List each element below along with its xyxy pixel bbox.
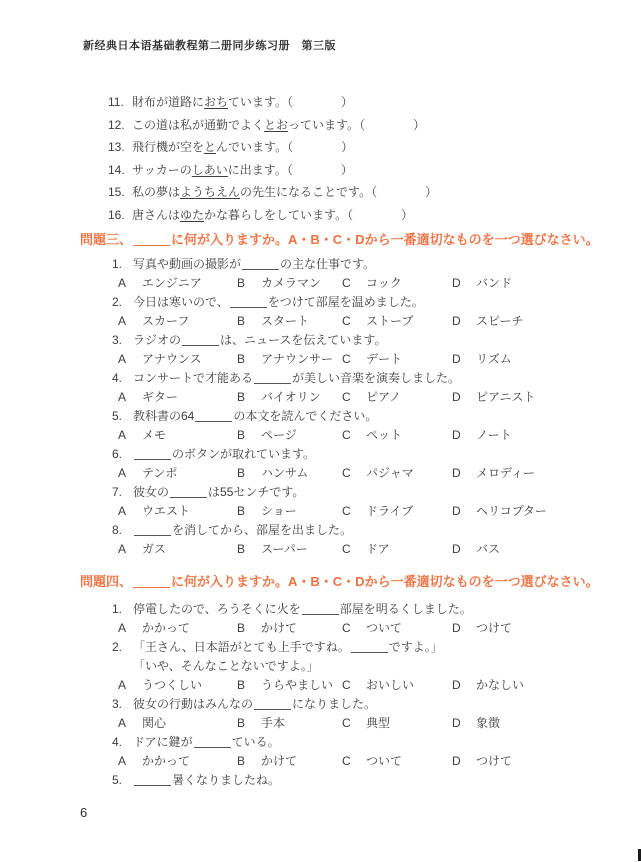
option-text: スーパー <box>261 542 308 556</box>
question-text: が美しい音楽を演奏しました。 <box>292 371 461 385</box>
option-letter: D <box>452 352 461 366</box>
question-stem <box>112 521 547 540</box>
question-11 <box>108 91 437 114</box>
option-text: ギター <box>142 390 178 404</box>
option-text: ドア <box>366 542 390 556</box>
question-stem <box>112 369 547 388</box>
question-12 <box>108 114 437 137</box>
option-letter: C <box>342 466 351 480</box>
option-c <box>342 274 452 293</box>
option-text: ページ <box>261 428 297 442</box>
option-letter: C <box>342 716 351 730</box>
question-text: ですよ。」 <box>388 640 443 654</box>
question-text: は、ニュースを伝えています。 <box>220 333 387 347</box>
underlined-kana: しあい <box>191 162 228 177</box>
option-text: カメラマン <box>261 276 322 290</box>
option-d <box>452 619 512 638</box>
question-stem <box>112 733 524 752</box>
blank-underline <box>195 408 232 422</box>
options-row <box>112 619 524 638</box>
option-text: ストーブ <box>366 314 414 328</box>
option-b <box>237 312 342 331</box>
option-text: ウエスト <box>142 504 191 518</box>
option-text: うらやましい <box>261 678 334 692</box>
blank-underline <box>133 232 170 246</box>
option-letter: D <box>452 314 461 328</box>
option-d <box>452 350 512 369</box>
option-a <box>118 540 237 559</box>
option-text: ピアノ <box>366 390 402 404</box>
blank-underline <box>182 332 219 346</box>
question-text: の先生になることです。（ ） <box>240 185 438 200</box>
question-14 <box>108 159 437 182</box>
option-d <box>452 464 535 483</box>
option-b <box>237 274 342 293</box>
option-letter: B <box>237 466 246 480</box>
question-number: 3. <box>112 333 123 347</box>
option-letter: C <box>342 542 351 556</box>
option-c <box>342 464 452 483</box>
question-number: 15. <box>108 185 125 200</box>
blank-underline <box>302 601 339 615</box>
question-stem <box>112 638 524 657</box>
option-text: スピーチ <box>476 314 524 328</box>
question-stem <box>112 695 524 714</box>
question-number: 7. <box>112 485 123 499</box>
question-text: に出ます。（ ） <box>227 162 353 177</box>
option-text: ペット <box>366 428 403 442</box>
question-number: 4. <box>112 371 123 385</box>
underlined-kana: とお <box>264 117 289 132</box>
question-text: 「王さん、日本語がとても上手ですね。 <box>133 640 350 654</box>
options-row <box>112 426 547 445</box>
option-b <box>237 752 342 771</box>
blank-underline <box>254 370 291 384</box>
option-text: かけて <box>261 621 298 635</box>
question-text: この道は私が通勤でよく <box>132 117 265 132</box>
option-letter: C <box>342 276 351 290</box>
page-number: 6 <box>80 805 88 820</box>
option-letter: A <box>118 352 127 366</box>
option-letter: A <box>118 390 127 404</box>
underlined-kana: と <box>204 140 217 155</box>
underlined-kana: おち <box>204 95 228 109</box>
section-instruction: に何が入りますか。A・B・C・Dから一番適切なものを一つ選びなさい。 <box>171 574 599 589</box>
question-15 <box>108 181 437 204</box>
option-letter: B <box>237 621 246 635</box>
option-letter: D <box>452 504 461 518</box>
question-text: っています。（ ） <box>288 117 426 132</box>
option-letter: D <box>452 390 461 404</box>
option-letter: D <box>452 466 461 480</box>
option-text: かけて <box>261 754 298 768</box>
option-text: ショー <box>261 504 297 518</box>
option-c <box>342 714 452 733</box>
question-number: 11. <box>108 95 124 109</box>
question-text: んでいます。（ ） <box>216 140 354 155</box>
option-letter: B <box>237 352 246 366</box>
option-letter: B <box>237 542 246 556</box>
question-text: 暑くなりましたね。 <box>172 773 281 787</box>
option-text: バイオリン <box>261 390 321 404</box>
option-d <box>452 426 512 445</box>
option-text: メモ <box>142 428 167 442</box>
option-text: かかって <box>142 621 191 635</box>
question-text: ラジオの <box>133 333 182 347</box>
option-b <box>237 426 342 445</box>
option-letter: A <box>118 466 127 480</box>
blank-underline <box>134 446 171 460</box>
option-letter: B <box>237 716 246 730</box>
question-text: 彼女の行動はみんなの <box>133 697 254 711</box>
option-text: かかって <box>142 754 191 768</box>
question-number: 4. <box>112 735 123 749</box>
option-a <box>118 502 237 521</box>
option-letter: A <box>118 314 127 328</box>
option-letter: C <box>342 678 351 692</box>
option-c <box>342 312 452 331</box>
question-text: ドアに鍵が <box>133 735 193 749</box>
option-c <box>342 502 452 521</box>
option-text: ヘリコプター <box>476 504 547 518</box>
option-letter: C <box>342 390 351 404</box>
question-text: 今日は寒いので、 <box>133 295 229 309</box>
question-number: 3. <box>112 697 123 711</box>
option-a <box>118 464 237 483</box>
question-number: 14. <box>108 162 125 177</box>
question-text: 写真や動画の撮影が <box>133 257 242 271</box>
option-letter: A <box>118 621 127 635</box>
option-c <box>342 676 452 695</box>
section-heading-mondai3 <box>80 229 599 248</box>
option-d <box>452 388 535 407</box>
option-b <box>237 464 342 483</box>
option-text: ピアニスト <box>476 390 536 404</box>
option-letter: C <box>342 621 351 635</box>
options-row <box>112 502 547 521</box>
option-a <box>118 388 237 407</box>
option-b <box>237 502 342 521</box>
option-letter: D <box>452 428 461 442</box>
option-letter: C <box>342 754 351 768</box>
option-letter: A <box>118 428 127 442</box>
option-text: ついて <box>366 754 403 768</box>
option-text: デート <box>366 352 403 366</box>
option-text: 手本 <box>261 716 286 730</box>
question-stem <box>112 293 547 312</box>
option-letter: B <box>237 314 246 328</box>
question-stem <box>112 600 524 619</box>
options-row <box>112 312 547 331</box>
option-b <box>237 350 342 369</box>
option-b <box>237 714 342 733</box>
blank-underline <box>242 256 279 270</box>
option-letter: D <box>452 754 461 768</box>
question-text: 唐さんは <box>132 207 181 222</box>
blank-underline <box>133 574 170 588</box>
option-letter: C <box>342 504 351 518</box>
option-text: 関心 <box>142 716 167 730</box>
option-d <box>452 676 524 695</box>
option-letter: A <box>118 276 127 290</box>
section-title: 問題四、 <box>80 574 133 589</box>
option-text: パジャマ <box>366 466 414 480</box>
question-text: 教科書の64 <box>133 409 195 423</box>
section-heading-mondai4 <box>80 571 599 590</box>
option-c <box>342 350 452 369</box>
option-letter: B <box>237 276 246 290</box>
option-a <box>118 312 237 331</box>
option-text: コック <box>366 276 402 290</box>
question-text: かな暮らしをしています。（ ） <box>204 207 414 222</box>
option-letter: C <box>342 352 351 366</box>
option-letter: A <box>118 678 127 692</box>
options-row <box>112 676 524 695</box>
blank-underline <box>170 484 207 498</box>
kana-reading-question-list <box>108 91 437 227</box>
option-a <box>118 274 237 293</box>
option-b <box>237 619 342 638</box>
option-text: おいしい <box>366 678 415 692</box>
option-a <box>118 676 237 695</box>
option-text: スタート <box>261 314 310 328</box>
option-letter: A <box>118 504 127 518</box>
blank-underline <box>194 734 231 748</box>
option-text: うつくしい <box>142 678 203 692</box>
option-c <box>342 540 452 559</box>
mondai3-question-list <box>112 255 547 559</box>
question-number: 5. <box>112 409 123 423</box>
question-number: 16. <box>108 207 125 222</box>
option-letter: B <box>237 678 246 692</box>
question-number: 12. <box>108 117 125 132</box>
option-letter: D <box>452 276 461 290</box>
options-row <box>112 464 547 483</box>
option-text: テンポ <box>142 466 178 480</box>
option-letter: B <box>237 754 246 768</box>
option-text: ガス <box>142 542 167 556</box>
option-text: ノート <box>476 428 512 442</box>
option-text: アナウンス <box>142 352 202 366</box>
option-text: スカーフ <box>142 314 190 328</box>
option-text: つけて <box>476 621 513 635</box>
option-letter: C <box>342 314 351 328</box>
option-a <box>118 350 237 369</box>
blank-underline <box>254 696 291 710</box>
option-letter: C <box>342 428 351 442</box>
question-text: 部屋を明るくしました。 <box>339 602 472 616</box>
question-number: 6. <box>112 447 123 461</box>
question-text: 彼女の <box>133 485 170 499</box>
question-text: の本文を読んでください。 <box>233 409 378 423</box>
blank-underline <box>230 294 267 308</box>
options-row <box>112 714 524 733</box>
option-text: ついて <box>366 621 403 635</box>
question-number: 5. <box>112 773 123 787</box>
option-text: バス <box>476 542 501 556</box>
options-row <box>112 350 547 369</box>
blank-underline <box>351 639 388 653</box>
question-number: 2. <box>112 295 123 309</box>
option-d <box>452 312 524 331</box>
options-row <box>112 274 547 293</box>
question-stem <box>112 771 524 790</box>
option-text: メロディー <box>476 466 536 480</box>
underlined-kana: ゆた <box>180 207 205 222</box>
options-row <box>112 540 547 559</box>
option-text: アナウンサー <box>261 352 334 366</box>
option-c <box>342 426 452 445</box>
options-row <box>112 752 524 771</box>
option-text: ドライブ <box>366 504 414 518</box>
option-d <box>452 714 500 733</box>
question-text: 私の夢は <box>132 185 181 200</box>
option-text: リズム <box>476 352 512 366</box>
option-letter: D <box>452 542 461 556</box>
question-number: 13. <box>108 140 125 155</box>
option-text: バンド <box>476 276 513 290</box>
option-a <box>118 714 237 733</box>
question-text: の主な仕事です。 <box>280 257 376 271</box>
option-text: つけて <box>476 754 513 768</box>
question-text: 飛行機が空を <box>132 140 205 155</box>
section-instruction: に何が入りますか。A・B・C・Dから一番適切なものを一つ選びなさい。 <box>171 232 599 247</box>
option-b <box>237 388 342 407</box>
option-letter: A <box>118 542 127 556</box>
question-number: 1. <box>112 602 123 616</box>
question-text: を消してから、部屋を出ました。 <box>172 523 353 537</box>
option-a <box>118 752 237 771</box>
underlined-kana: ようちえん <box>180 185 241 200</box>
option-d <box>452 274 512 293</box>
question-stem <box>112 407 547 426</box>
question-text: のボタンが取れています。 <box>172 447 316 461</box>
option-letter: D <box>452 678 461 692</box>
question-number: 8. <box>112 523 123 537</box>
option-d <box>452 752 512 771</box>
question-text: コンサートで才能ある <box>133 371 254 385</box>
options-row <box>112 388 547 407</box>
option-letter: B <box>237 428 246 442</box>
question-second-line: 「いや、そんなことないですよ。」 <box>133 659 319 673</box>
question-text: 停電したので、ろうそくに火を <box>133 602 301 616</box>
question-text: は55センチです。 <box>208 485 305 499</box>
option-letter: D <box>452 716 461 730</box>
question-stem <box>112 483 547 502</box>
option-c <box>342 752 452 771</box>
option-letter: B <box>237 390 246 404</box>
question-text: 財布が道路に <box>132 95 205 109</box>
option-a <box>118 426 237 445</box>
question-number: 2. <box>112 640 123 654</box>
option-text: エンジニア <box>142 276 202 290</box>
option-letter: A <box>118 754 127 768</box>
question-text: になりました。 <box>292 697 377 711</box>
section-title: 問題三、 <box>80 232 133 247</box>
blank-underline <box>134 772 171 786</box>
option-d <box>452 502 547 521</box>
book-title-header: 新经典日本语基础教程第二册同步练习册 第三版 <box>83 40 336 52</box>
mondai4-question-list <box>112 600 524 790</box>
option-letter: B <box>237 504 246 518</box>
question-number: 1. <box>112 257 123 271</box>
option-a <box>118 619 237 638</box>
question-stem <box>112 445 547 464</box>
question-stem <box>112 255 547 274</box>
question-text: ている。 <box>231 735 280 749</box>
blank-underline <box>134 522 171 536</box>
question-text: をつけて部屋を温めました。 <box>267 295 424 309</box>
option-text: 典型 <box>366 716 391 730</box>
question-16 <box>108 204 437 227</box>
option-b <box>237 540 342 559</box>
option-d <box>452 540 500 559</box>
option-b <box>237 676 342 695</box>
question-text: サッカーの <box>132 162 192 177</box>
question-13 <box>108 136 437 159</box>
option-letter: D <box>452 621 461 635</box>
option-text: かなしい <box>476 678 525 692</box>
question-stem <box>112 331 547 350</box>
option-c <box>342 388 452 407</box>
option-text: 象徴 <box>476 716 501 730</box>
question-text: ています。（ ） <box>227 95 353 109</box>
option-text: ハンサム <box>261 466 309 480</box>
option-letter: A <box>118 716 127 730</box>
option-c <box>342 619 452 638</box>
